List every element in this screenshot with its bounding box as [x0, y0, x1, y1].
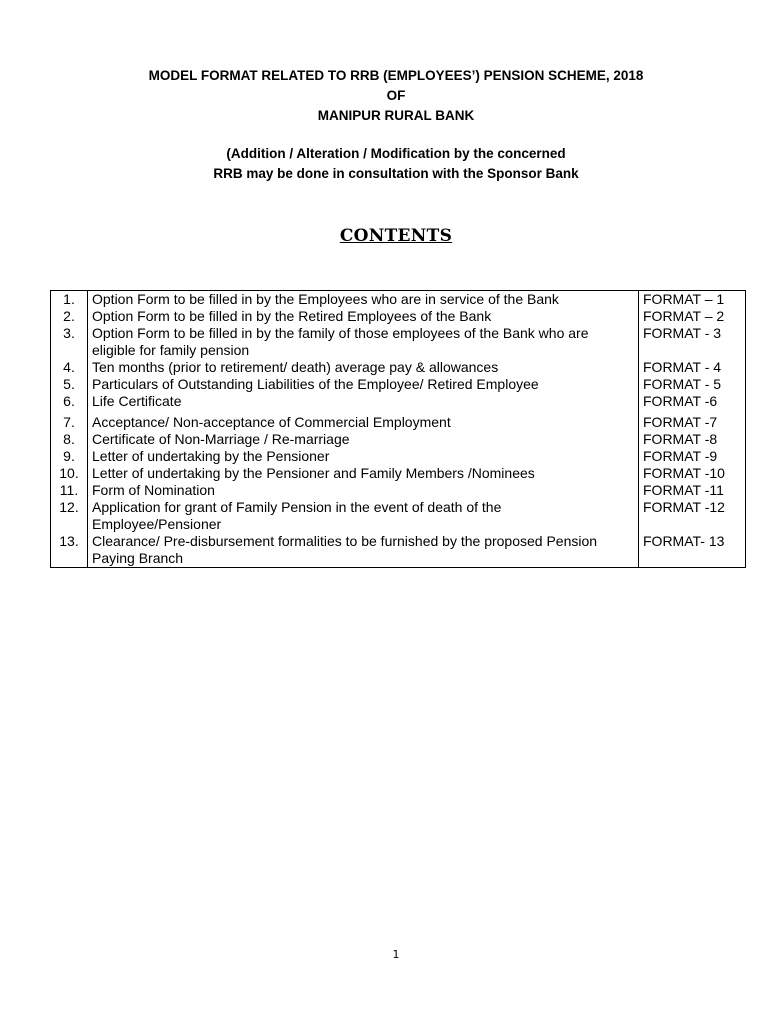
- row-description: Option Form to be filled in by the family of those employees of the Bank who are eligible for family pension: [88, 325, 639, 359]
- header-of: OF: [386, 88, 406, 103]
- table-row: [51, 533, 746, 568]
- row-number: 12.: [51, 499, 88, 533]
- row-format: FORMAT -9: [639, 448, 746, 465]
- table-row: [51, 482, 746, 499]
- table-row: [51, 308, 746, 325]
- row-format: FORMAT - 5: [639, 376, 746, 393]
- row-format: FORMAT – 1: [639, 291, 746, 309]
- document-header: [0, 66, 770, 184]
- header-note-line-2: RRB may be done in consultation with the Sponsor Bank: [213, 166, 579, 181]
- row-format: FORMAT - 3: [639, 325, 746, 359]
- header-title: MODEL FORMAT RELATED TO RRB (EMPLOYEES’) PENSION SCHEME, 2018: [148, 68, 644, 83]
- row-format: FORMAT -12: [639, 499, 746, 533]
- row-number: 1.: [51, 291, 88, 309]
- page-number: 1: [392, 948, 400, 961]
- row-format: FORMAT -10: [639, 465, 746, 482]
- row-description: Form of Nomination: [88, 482, 639, 499]
- row-format: FORMAT -11: [639, 482, 746, 499]
- table-row: [51, 431, 746, 448]
- table-row: [51, 359, 746, 376]
- row-description: Option Form to be filled in by the Employees who are in service of the Bank: [88, 291, 639, 309]
- row-description: Ten months (prior to retirement/ death) average pay & allowances: [88, 359, 639, 376]
- row-number: 5.: [51, 376, 88, 393]
- row-number: 8.: [51, 431, 88, 448]
- row-format: FORMAT -7: [639, 410, 746, 431]
- row-description: Particulars of Outstanding Liabilities of the Employee/ Retired Employee: [88, 376, 639, 393]
- row-number: 11.: [51, 482, 88, 499]
- row-format: FORMAT -8: [639, 431, 746, 448]
- row-number: 3.: [51, 325, 88, 359]
- row-number: 6.: [51, 393, 88, 410]
- row-description: Option Form to be filled in by the Retired Employees of the Bank: [88, 308, 639, 325]
- table-row: [51, 376, 746, 393]
- header-note-line-1: (Addition / Alteration / Modification by the concerned: [226, 146, 566, 161]
- table-row: [51, 410, 746, 431]
- contents-table: [50, 290, 746, 568]
- row-description: Letter of undertaking by the Pensioner and Family Members /Nominees: [88, 465, 639, 482]
- row-description: Clearance/ Pre-disbursement formalities to be furnished by the proposed Pension Paying Branch: [88, 533, 639, 568]
- table-row: [51, 465, 746, 482]
- row-number: 13.: [51, 533, 88, 568]
- row-format: FORMAT -6: [639, 393, 746, 410]
- contents-heading: CONTENTS: [339, 226, 453, 246]
- row-description: Life Certificate: [88, 393, 639, 410]
- row-number: 9.: [51, 448, 88, 465]
- row-number: 4.: [51, 359, 88, 376]
- table-row: [51, 448, 746, 465]
- row-description: Letter of undertaking by the Pensioner: [88, 448, 639, 465]
- row-format: FORMAT – 2: [639, 308, 746, 325]
- row-format: FORMAT - 4: [639, 359, 746, 376]
- row-number: 7.: [51, 410, 88, 431]
- row-format: FORMAT- 13: [639, 533, 746, 568]
- row-number: 10.: [51, 465, 88, 482]
- table-row: [51, 325, 746, 359]
- row-description: Application for grant of Family Pension in the event of death of the Employee/Pensioner: [88, 499, 639, 533]
- header-bank-name: MANIPUR RURAL BANK: [317, 108, 475, 123]
- row-number: 2.: [51, 308, 88, 325]
- table-row: [51, 499, 746, 533]
- table-row: [51, 393, 746, 410]
- table-row: [51, 291, 746, 309]
- row-description: Certificate of Non-Marriage / Re-marriage: [88, 431, 639, 448]
- row-description: Acceptance/ Non-acceptance of Commercial Employment: [88, 410, 639, 431]
